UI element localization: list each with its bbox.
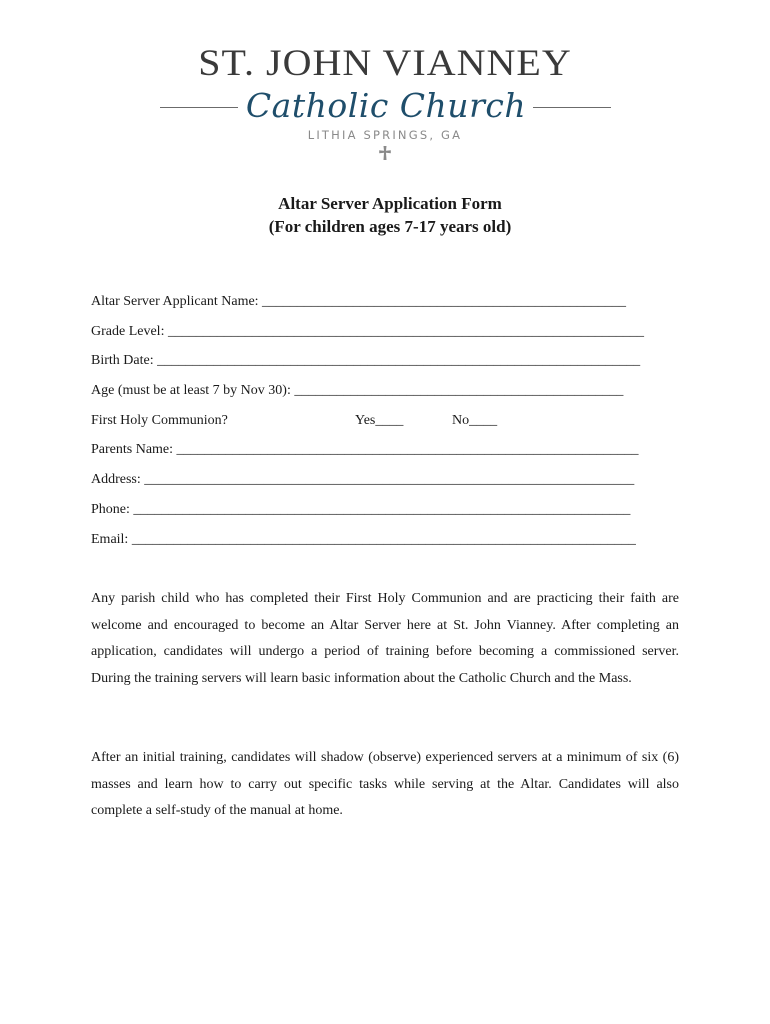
application-fields (91, 292, 691, 559)
communion-yes-field[interactable]: Yes____ (355, 412, 404, 428)
grade-level-field[interactable]: Grade Level: ____________________________________________________________________ (91, 323, 644, 339)
first-communion-row (91, 411, 691, 441)
age-field[interactable]: Age (must be at least 7 by Nov 30): _______________________________________________ (91, 383, 624, 399)
form-subtitle-line: (For children ages 7-17 years old) (268, 217, 512, 236)
intro-paragraph: Any parish child who has completed their First Holy Communion and are practicing their faith are welcome and encouraged to become an Altar Server here at St. John Vianney. After completing an application, candidates will undergo a period of training before becoming a commissioned server. During the training servers will learn basic information about the Catholic Church and the Mass. (91, 591, 679, 686)
letterhead (0, 40, 770, 160)
phone-field[interactable]: Phone: _______________________________________________________________________ (91, 501, 631, 517)
email-field[interactable]: Email: ________________________________________________________________________ (91, 531, 636, 547)
church-subtitle-row (0, 88, 770, 128)
address-field[interactable]: Address: ______________________________________________________________________ (91, 472, 635, 488)
church-script-name: Catholic Church (245, 86, 527, 125)
church-name: ST. JOHN VIANNEY (198, 41, 572, 84)
form-title-line: Altar Server Application Form (278, 194, 502, 213)
church-location: LITHIA SPRINGS, GA (307, 128, 463, 142)
communion-no-field[interactable]: No____ (452, 412, 498, 428)
left-divider (160, 107, 238, 108)
training-paragraph: After an initial training, candidates will shadow (observe) experienced servers at a minimum of six (6) masses and learn how to carry out specific tasks while serving at the Altar. Candidates will also complete a self-study of the manual at home. (91, 750, 679, 819)
right-divider (533, 107, 611, 108)
cross-icon (377, 146, 393, 160)
first-communion-label: First Holy Communion? (91, 412, 228, 428)
birth-date-field[interactable]: Birth Date: _____________________________________________________________________ (91, 353, 641, 369)
applicant-name-field[interactable]: Altar Server Applicant Name: ____________________________________________________ (91, 294, 627, 309)
form-title (0, 192, 770, 238)
parents-name-field[interactable]: Parents Name: __________________________________________________________________ (91, 442, 639, 458)
